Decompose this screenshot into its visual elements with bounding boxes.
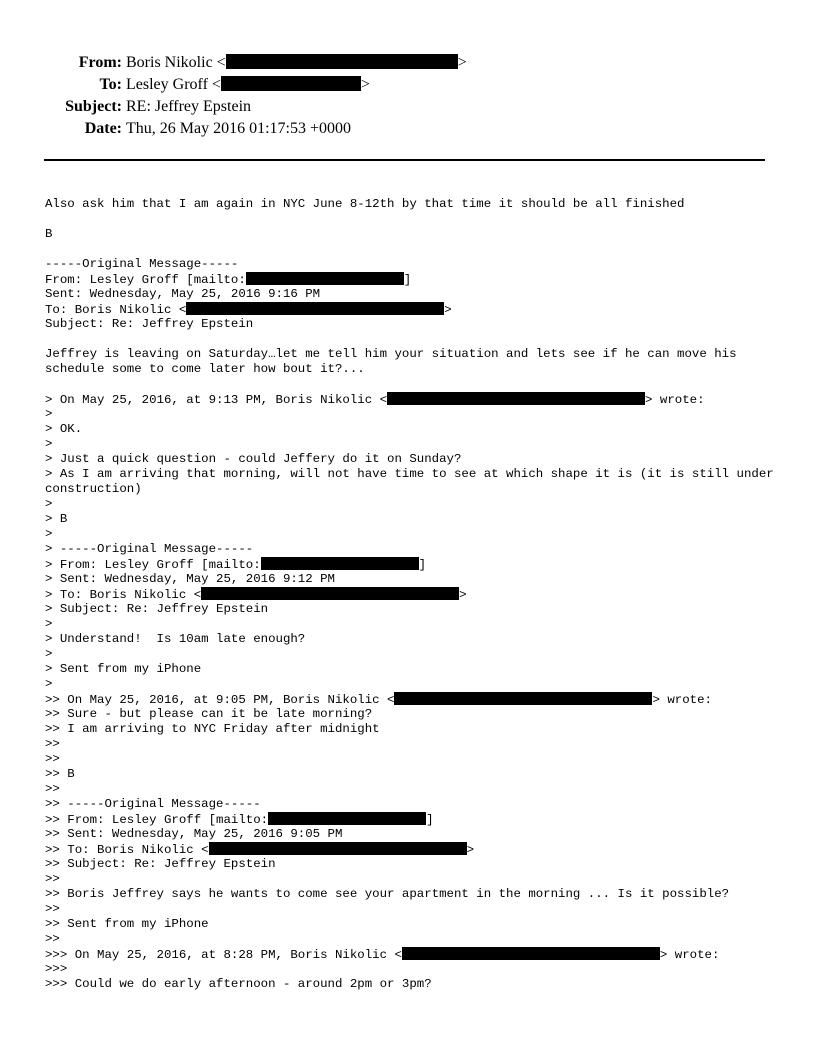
redaction-bar [268,812,426,825]
body-line: >> Sure - but please can it be late morning? [45,707,373,721]
date-label: Date: [84,120,122,137]
body-line [45,332,785,347]
header-date-row [0,118,460,140]
body-line: >> To: Boris Nikolic < > [45,843,475,857]
redaction-bar [209,842,467,855]
redaction-bar [261,557,419,570]
body-line: >> Sent: Wednesday, May 25, 2016 9:05 PM [45,827,343,841]
body-line: >> On May 25, 2016, at 9:05 PM, Boris Nikolic < > wrote: [45,693,712,707]
body-line: >>> On May 25, 2016, at 8:28 PM, Boris Nikolic < > wrote: [45,948,720,962]
body-line: >> I am arriving to NYC Friday after midnight [45,722,380,736]
redaction-bar [246,272,404,285]
body-line: > -----Original Message----- [45,542,254,556]
to-label: To: [99,76,122,93]
redaction-bar [226,54,458,69]
body-line: >> Boris Jeffrey says he wants to come see your apartment in the morning ... Is it possible? [45,887,730,901]
subject-value: RE: Jeffrey Epstein [126,98,252,115]
body-line: > To: Boris Nikolic < > [45,588,467,602]
body-line: > [45,497,53,511]
body-line: >> Subject: Re: Jeffrey Epstein [45,857,276,871]
body-line: > [45,527,53,541]
body-line: > Sent from my iPhone [45,662,202,676]
body-line: > From: Lesley Groff [mailto: ] [45,558,427,572]
body-line: Also ask him that I am again in NYC June 8-12th by that time it should be all finished [45,197,685,211]
from-end: > [457,54,467,71]
to-end: > [360,76,370,93]
body-line [45,242,785,257]
body-line: >> Sent from my iPhone [45,917,209,931]
body-line: >> B [45,767,75,781]
body-line: B [45,227,53,241]
body-line: > B [45,512,68,526]
from-value: Boris Nikolic < [126,54,226,71]
body-line: >> [45,902,60,916]
body-line: >>> [45,962,68,976]
body-line: > Just a quick question - could Jeffery do it on Sunday? [45,452,462,466]
redaction-bar [221,76,361,91]
body-line: -----Original Message----- [45,257,239,271]
from-label: From: [78,54,122,71]
body-line: > [45,677,53,691]
header-to-row [0,74,460,96]
email-body [45,197,785,992]
redaction-bar [186,302,444,315]
header-from-row [0,52,467,74]
body-line: > On May 25, 2016, at 9:13 PM, Boris Nikolic < > wrote: [45,393,705,407]
body-line: >>> Could we do early afternoon - around 2pm or 3pm? [45,977,432,991]
body-line: To: Boris Nikolic < > [45,303,452,317]
body-line: >> [45,932,60,946]
body-line: > Understand! Is 10am late enough? [45,632,306,646]
body-line: >> [45,782,60,796]
body-line: >> From: Lesley Groff [mailto: ] [45,813,434,827]
body-line: > [45,647,53,661]
redaction-bar [402,947,660,960]
redaction-bar [201,587,459,600]
body-line: > [45,617,53,631]
redaction-bar [387,392,645,405]
date-value: Thu, 26 May 2016 01:17:53 +0000 [126,120,352,137]
body-line: > Subject: Re: Jeffrey Epstein [45,602,269,616]
body-line [45,212,785,227]
body-line: > As I am arriving that morning, will not have time to see at which shape it is (it is still under construction) [45,467,782,496]
subject-label: Subject: [65,98,122,115]
body-line: >> [45,737,60,751]
body-line: > [45,437,53,451]
body-line [45,377,785,392]
body-line: >> [45,872,60,886]
header-subject-row [0,96,460,118]
body-line: > Sent: Wednesday, May 25, 2016 9:12 PM [45,572,335,586]
redaction-bar [394,692,652,705]
body-line: >> [45,752,60,766]
body-line: Subject: Re: Jeffrey Epstein [45,317,254,331]
body-line: > OK. [45,422,83,436]
body-line: Jeffrey is leaving on Saturday…let me tell him your situation and lets see if he can move his schedule some to come later how bout it?... [45,347,744,376]
body-line: From: Lesley Groff [mailto: ] [45,273,412,287]
body-line: > [45,407,53,421]
body-line: >> -----Original Message----- [45,797,261,811]
to-value: Lesley Groff < [126,76,221,93]
header-divider [44,159,765,161]
body-line: Sent: Wednesday, May 25, 2016 9:16 PM [45,287,321,301]
